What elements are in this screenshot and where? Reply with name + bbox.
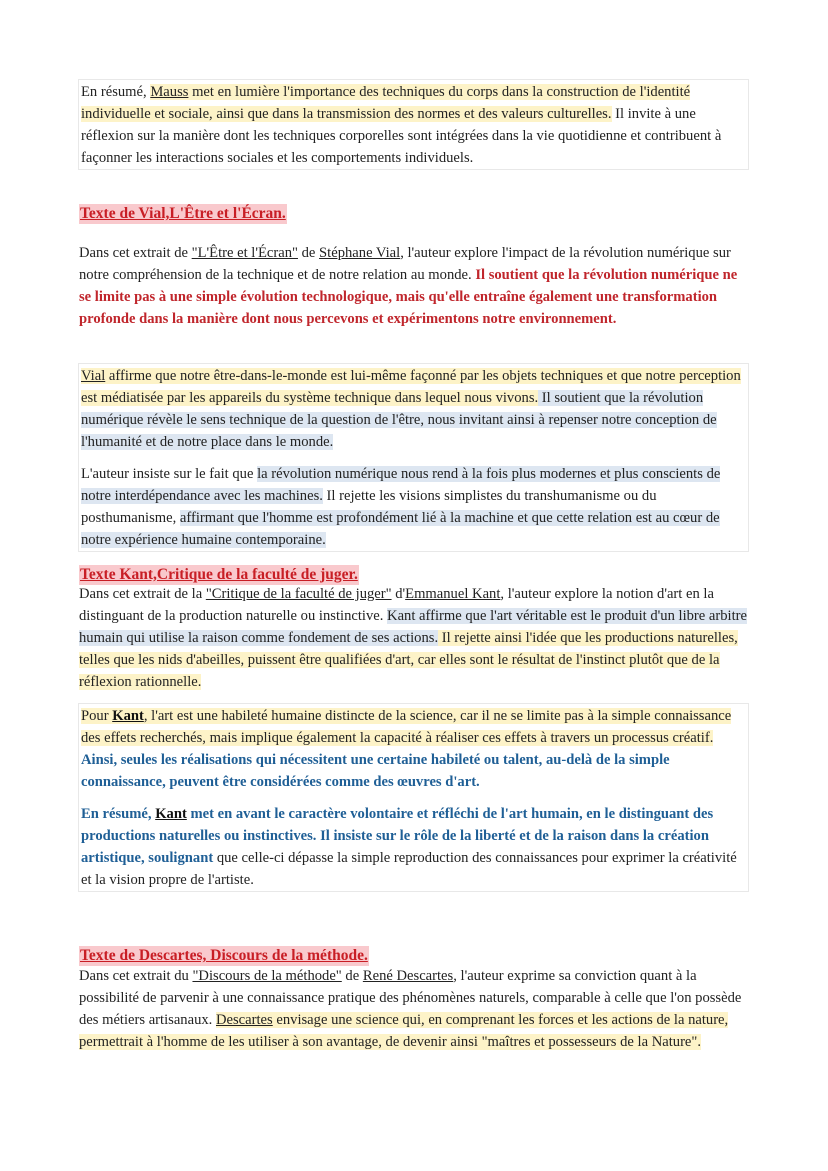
vial-analysis-paragraph-1: Vial affirme que notre être-dans-le-monde est lui-même façonné par les objets techniques et que notre perception est médiatisée par les appareils du système technique dans lequel nous vivons. Il soutient que la révolution numérique révèle le sens technique de la question de l'être, nous invitant ainsi à repenser notre conception de l'humanité et de notre place dans le monde. — [81, 368, 741, 450]
descartes-book-title: "Discours de la méthode" — [192, 968, 342, 984]
mauss-summary-paragraph: En résumé, Mauss met en lumière l'importance des techniques du corps dans la construction de l'identité individuelle et sociale, ainsi que dans la transmission des normes et des valeurs culturelles. Il invite à une réflexion sur la manière dont les techniques corporelles sont intégrées dans la vie quotidienne et contribuent à façonner les interactions sociales et les comportements individuels. — [81, 84, 722, 166]
mauss-name: Mauss — [150, 84, 189, 100]
kant-analysis-paragraph-2: En résumé, Kant met en avant le caractère volontaire et réfléchi de l'art humain, en le distinguant des productions naturelles ou instinctives. Il insiste sur le rôle de la liberté et de la raison dans la création artistique, soulignant que celle-ci dépasse la simple reproduction des connaissances pour exprimer la créativité et la vision propre de l'artiste. — [81, 806, 737, 888]
descartes-heading: Texte de Descartes, Discours de la méthode. — [80, 947, 368, 964]
vial-analysis-paragraph-2: L'auteur insiste sur le fait que la révolution numérique nous rend à la fois plus modernes et plus conscients de notre interdépendance avec les machines. Il rejette les visions simplistes du transhumanisme ou du posthumanisme, affirmant que l'homme est profondément lié à la machine et que cette relation est au cœur de notre expérience humaine contemporaine. — [81, 466, 721, 548]
vial-analysis-box — [78, 363, 749, 552]
kant-analysis-paragraph-1: Pour Kant, l'art est une habileté humaine distincte de la science, car il ne se limite pas à la simple connaissance des effets recherchés, mais implique également la capacité à réaliser ces effets à travers un processus créatif. Ainsi, seules les réalisations qui nécessitent une certaine habileté ou talent, au-delà de la simple connaissance, peuvent être considérées comme des œuvres d'art. — [81, 708, 732, 790]
mauss-summary-box — [78, 79, 749, 170]
kant-heading: Texte Kant,Critique de la faculté de juger. — [80, 566, 358, 583]
descartes-intro: Dans cet extrait du "Discours de la méthode" de René Descartes, l'auteur exprime sa conviction quant à la possibilité de parvenir à une connaissance pratique des phénomènes naturels, comparable à celle que l'on possède des métiers artisanaux. Descartes envisage une science qui, en comprenant les forces et les actions de la nature, permettrait à l'homme de les utiliser à son avantage, de devenir ainsi "maîtres et possesseurs de la Nature". — [79, 968, 742, 1050]
kant-author: Emmanuel Kant — [405, 586, 501, 602]
descartes-author: René Descartes — [362, 968, 454, 984]
vial-key-claim: Il soutient que la révolution numérique ne se limite pas à une simple évolution technologique, mais qu'elle entraîne également une transformation profonde dans la manière dont nous percevons et expérimentons notre environnement. — [79, 267, 738, 327]
vial-heading: Texte de Vial,L'Être et l'Écran. — [80, 205, 286, 222]
kant-analysis-box — [78, 703, 749, 892]
vial-author: Stéphane Vial — [319, 245, 401, 261]
vial-intro: Dans cet extrait de "L'Être et l'Écran" de Stéphane Vial, l'auteur explore l'impact de la révolution numérique sur notre compréhension de la technique et de notre relation au monde. Il soutient que la révolution numérique ne se limite pas à une simple évolution technologique, mais qu'elle entraîne également une transformation profonde dans la manière dont nous percevons et expérimentons notre environnement. — [79, 245, 738, 327]
vial-book-title: "L'Être et l'Écran" — [191, 245, 298, 261]
kant-intro: Dans cet extrait de la "Critique de la faculté de juger" d'Emmanuel Kant, l'auteur explore la notion d'art en la distinguant de la production naturelle ou instinctive. Kant affirme que l'art véritable est le produit d'un libre arbitre humain qui utilise la raison comme fondement de ses actions. Il rejette ainsi l'idée que les productions naturelles, telles que les nids d'abeilles, puissent être qualifiées d'art, car elles sont le résultat de l'instinct plutôt que de la réflexion rationnelle. — [79, 586, 748, 690]
kant-book-title: "Critique de la faculté de juger" — [205, 586, 392, 602]
